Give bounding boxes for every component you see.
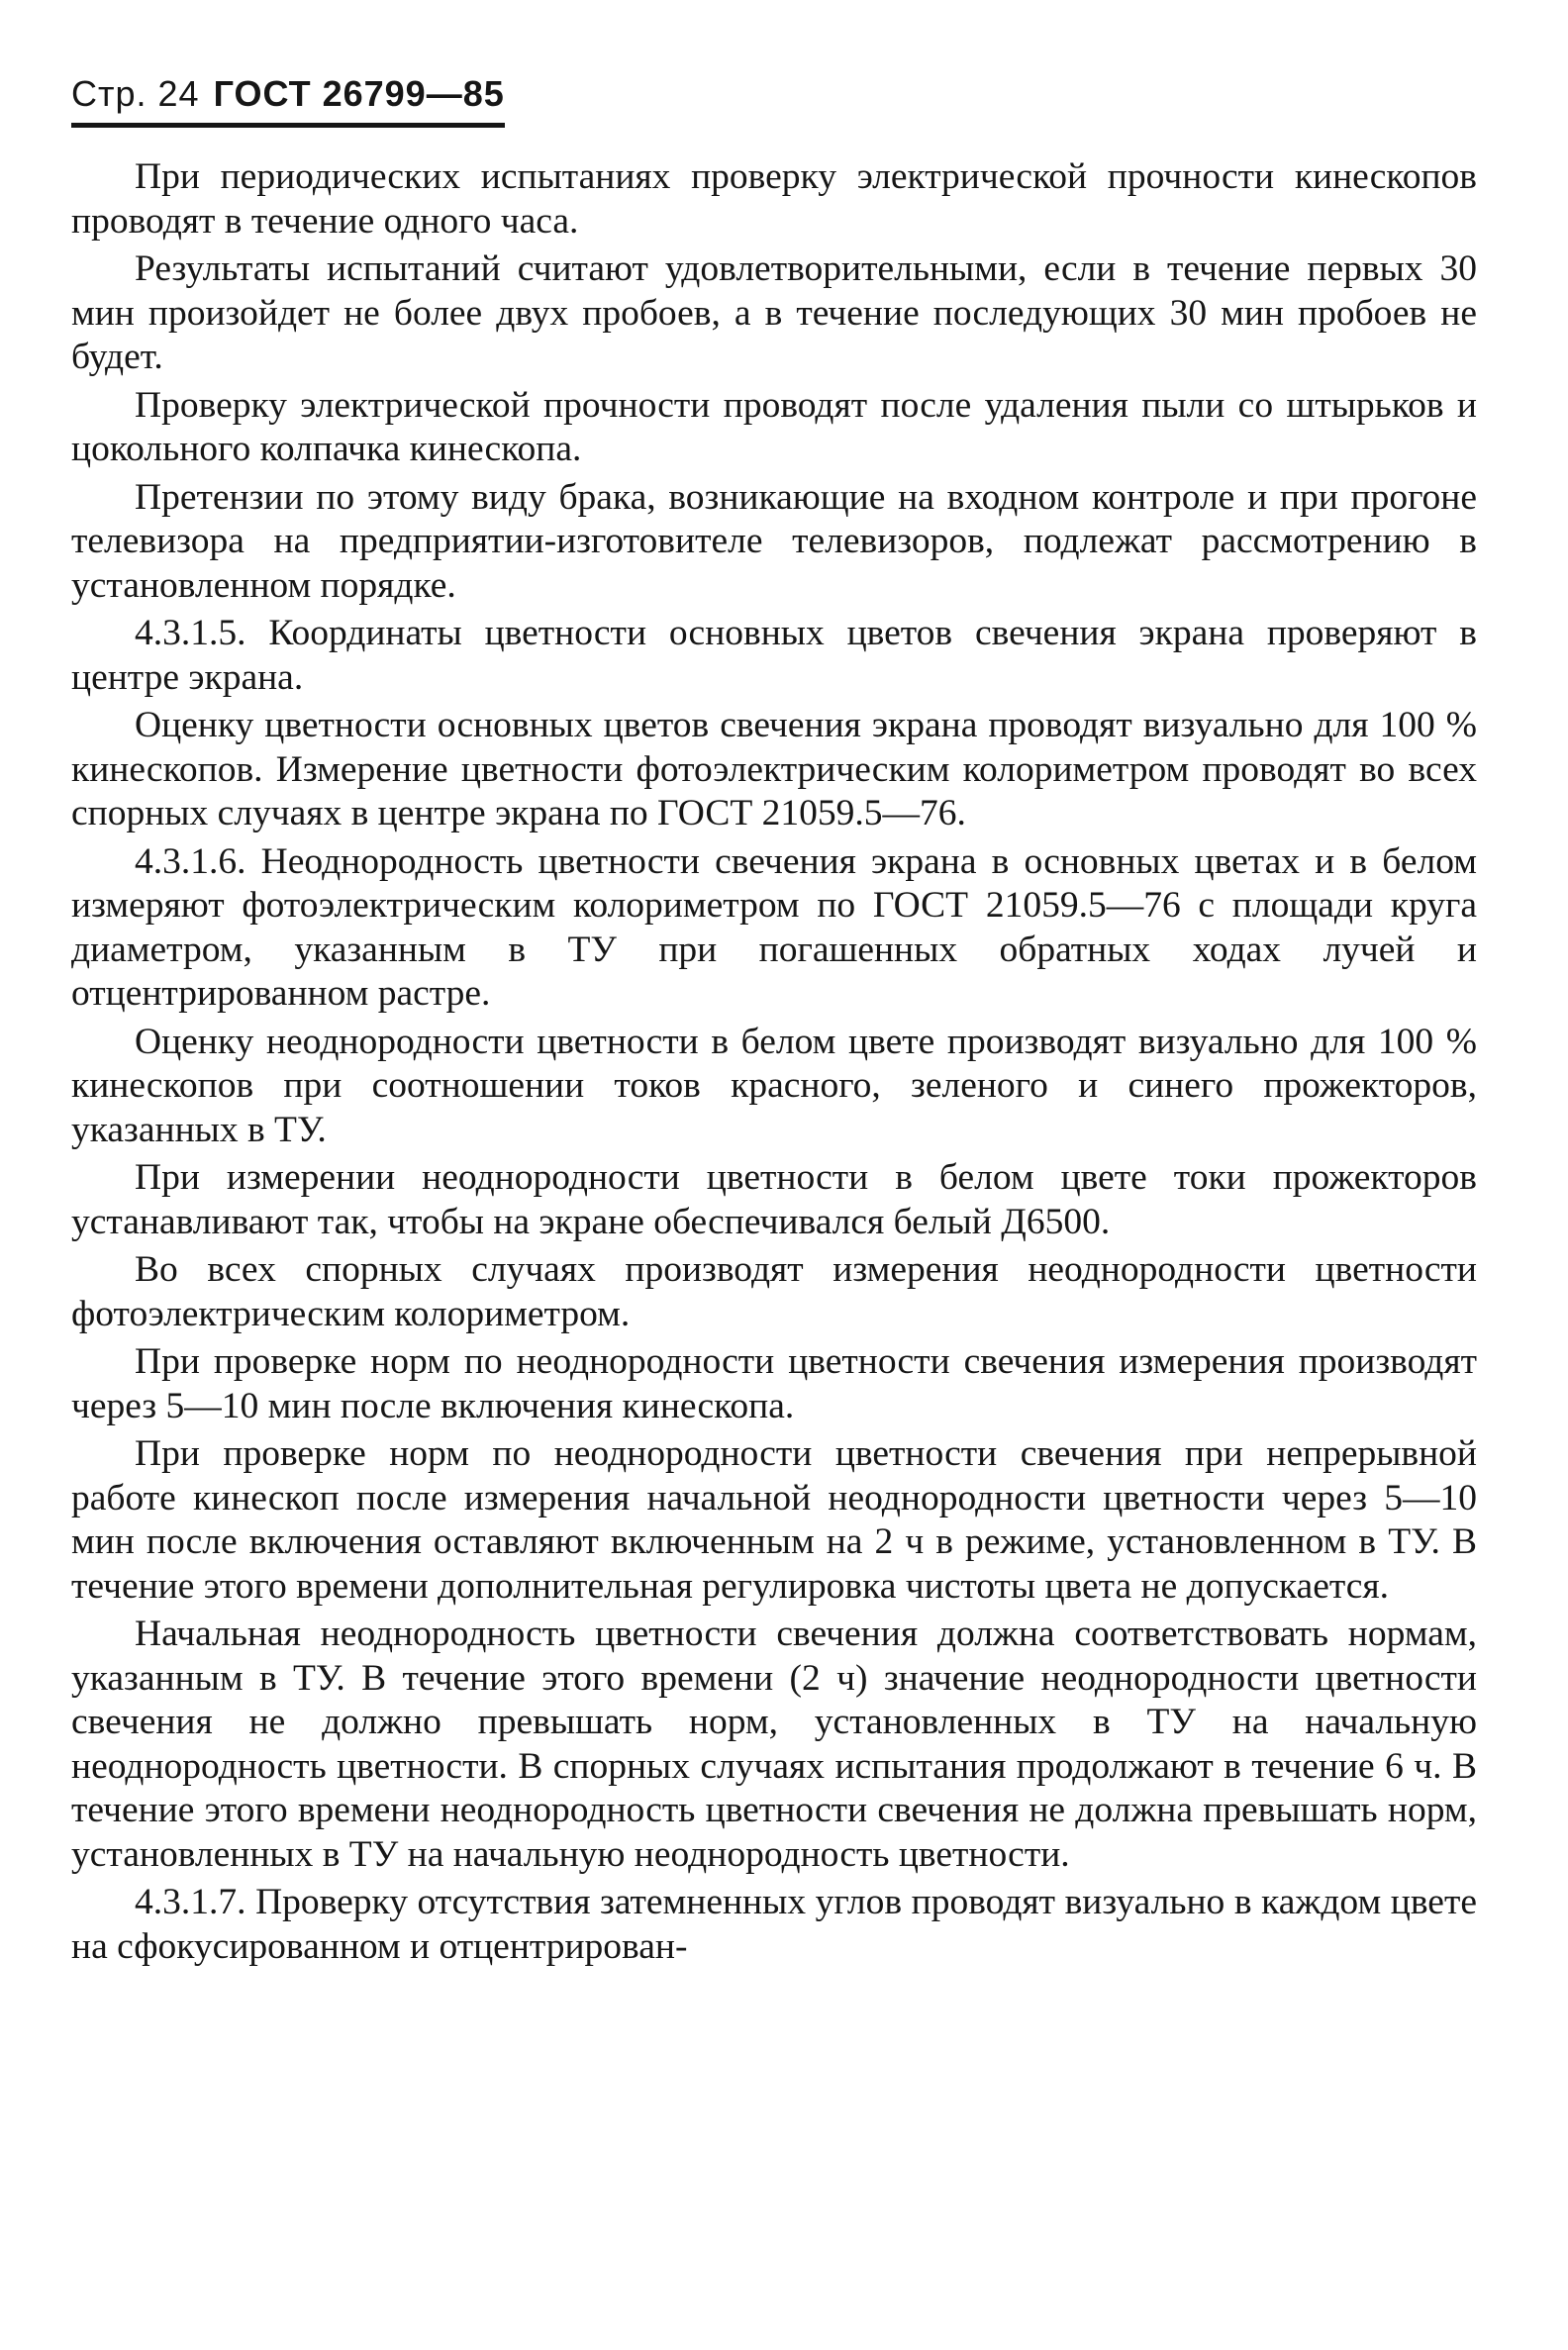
page-number: Стр. 24 xyxy=(71,73,200,114)
paragraph: При периодических испытаниях проверку электрической прочности кинескопов проводят в течение одного часа. xyxy=(71,156,1477,242)
paragraph: При измерении неоднородности цветности в белом цвете токи прожекторов устанавливают так, чтобы на экране обеспечивался белый Д6500. xyxy=(71,1157,1477,1242)
section-4-3-1-5: 4.3.1.5. Координаты цветности основных цветов свечения экрана проверяют в центре экрана. xyxy=(71,613,1477,698)
paragraph: Во всех спорных случаях производят измерения неоднородности цветности фотоэлектрическим колориметром. xyxy=(71,1249,1477,1334)
section-4-3-1-7: 4.3.1.7. Проверку отсутствия затемненных углов проводят визуально в каждом цвете на сфокусированном и отцентрирован- xyxy=(71,1882,1477,1967)
page-header xyxy=(71,69,505,128)
paragraph: Начальная неоднородность цветности свечения должна соответствовать нормам, указанным в ТУ. В течение этого времени (2 ч) значение неоднородности цветности свечения не должно превышать норм, установленных в ТУ на начальную неоднородность цветности. В спорных случаях испытания продолжают в течение 6 ч. В течение этого времени неоднородность цветности свечения не должна превышать норм, установленных в ТУ на начальную неоднородность цветности. xyxy=(71,1614,1477,1875)
section-4-3-1-6: 4.3.1.6. Неоднородность цветности свечения экрана в основных цветах и в белом измеряют фотоэлектрическим колориметром по ГОСТ 21059.5—76 с площади круга диаметром, указанным в ТУ при погашенных обратных ходах лучей и отцентрированном растре. xyxy=(71,840,1477,1014)
document-body xyxy=(71,155,1477,1973)
document-page xyxy=(71,69,1477,1973)
paragraph: При проверке норм по неоднородности цветности свечения при непрерывной работе кинескоп после измерения начальной неоднородности цветности через 5—10 мин после включения оставляют включенным на 2 ч в режиме, установленном в ТУ. В течение этого времени дополнительная регулировка чистоты цвета не допускается. xyxy=(71,1433,1477,1607)
paragraph: Оценку цветности основных цветов свечения экрана проводят визуально для 100 % кинескопов. Измерение цветности фотоэлектрическим колориметром проводят во всех спорных случаях в центре экрана по ГОСТ 21059.5—76. xyxy=(71,705,1477,833)
standard-number: ГОСТ 26799—85 xyxy=(213,73,505,114)
paragraph: Результаты испытаний считают удовлетворительными, если в течение первых 30 мин произойдет не более двух пробоев, а в течение последующих 30 мин пробоев не будет. xyxy=(71,248,1477,377)
paragraph: Проверку электрической прочности проводят после удаления пыли со штырьков и цокольного колпачка кинескопа. xyxy=(71,384,1477,469)
paragraph: При проверке норм по неоднородности цветности свечения измерения производят через 5—10 мин после включения кинескопа. xyxy=(71,1341,1477,1426)
paragraph: Претензии по этому виду брака, возникающие на входном контроле и при прогоне телевизора на предприятии-изготовителе телевизоров, подлежат рассмотрению в установленном порядке. xyxy=(71,476,1477,606)
paragraph: Оценку неоднородности цветности в белом цвете производят визуально для 100 % кинескопов при соотношении токов красного, зеленого и синего прожекторов, указанных в ТУ. xyxy=(71,1021,1477,1150)
